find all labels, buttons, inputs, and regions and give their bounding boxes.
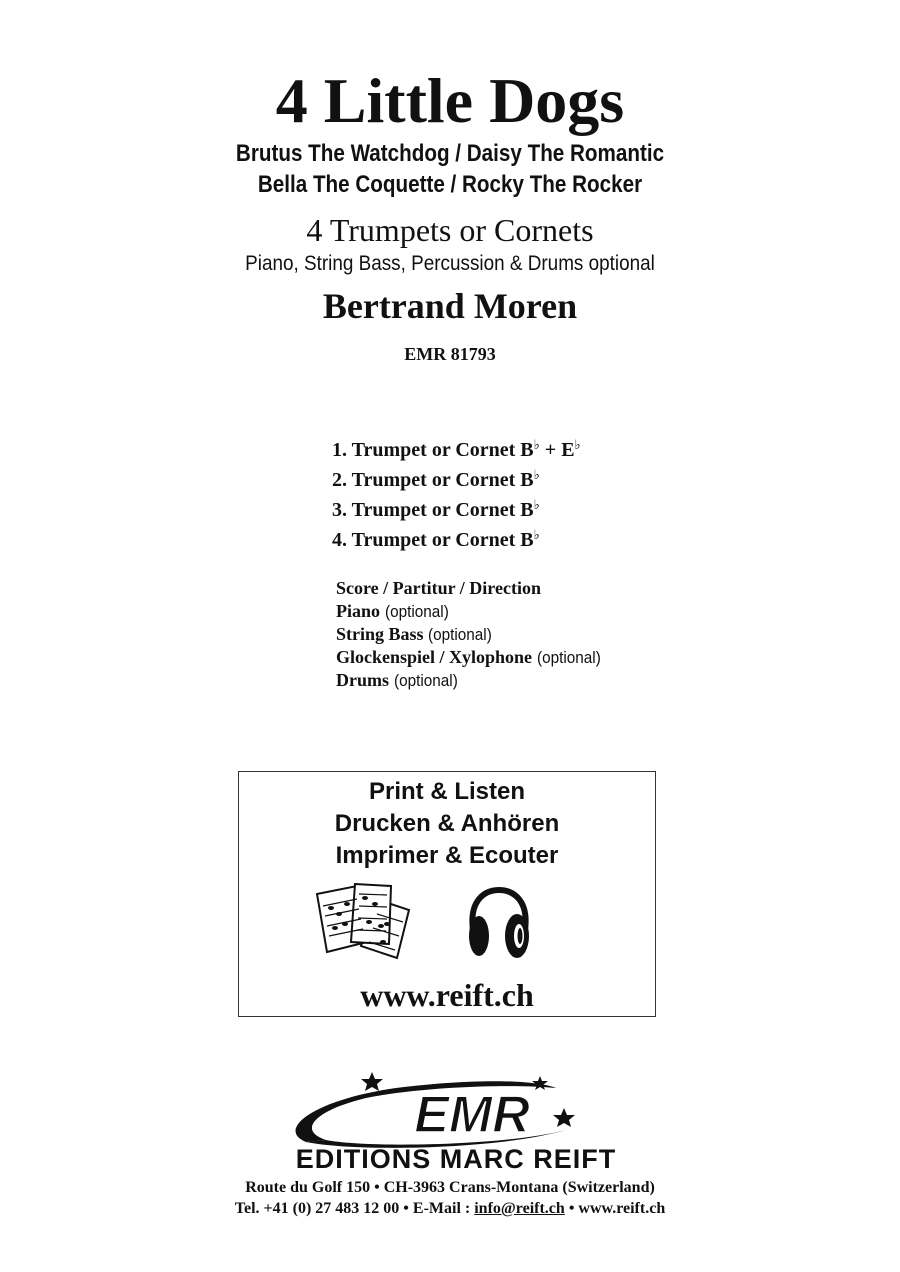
catalog-number: EMR 81793 [404, 344, 496, 364]
instrumentation: 4 Trumpets or Cornets [306, 212, 594, 248]
part-item: 1. Trumpet or Cornet B♭ + E♭ [332, 437, 581, 461]
logo-text: EMR [414, 1086, 530, 1144]
part-item: 2. Trumpet or Cornet B♭ [332, 467, 540, 491]
subtitle-line-2: Bella The Coquette / Rocky The Rocker [257, 171, 643, 198]
sheet-music-icon [311, 880, 423, 966]
part-item: 4. Trumpet or Cornet B♭ [332, 527, 540, 551]
composer: Bertrand Moren [322, 286, 578, 326]
extra-item: String Bass (optional) [336, 624, 492, 644]
print-listen-box [238, 771, 656, 1017]
subtitle-line-1: Brutus The Watchdog / Daisy The Romantic [235, 140, 665, 167]
emr-logo [236, 1070, 676, 1174]
optional-instruments: Piano, String Bass, Percussion & Drums optional [245, 252, 655, 275]
extra-item: Score / Partitur / Direction [336, 578, 541, 598]
promo-line-2: Drucken & Anhören [334, 810, 560, 837]
publisher-name: EDITIONS MARC REIFT [295, 1144, 617, 1174]
part-item: 3. Trumpet or Cornet B♭ [332, 497, 540, 521]
promo-line-3: Imprimer & Ecouter [335, 842, 559, 869]
extra-item: Drums (optional) [336, 670, 458, 690]
headphones-icon [465, 886, 533, 962]
extra-item: Piano (optional) [336, 601, 449, 621]
extra-item: Glockenspiel / Xylophone (optional) [336, 647, 601, 667]
publisher-address: Route du Golf 150 • CH-3963 Crans-Montana (Switzerland) [245, 1179, 655, 1196]
promo-url[interactable]: www.reift.ch [360, 977, 534, 1013]
promo-line-1: Print & Listen [368, 778, 525, 805]
publisher-contact: Tel. +41 (0) 27 483 12 00 • E-Mail : info@reift.ch • www.reift.ch [234, 1200, 666, 1217]
parts-list [332, 430, 581, 550]
extras-list [336, 577, 607, 692]
email-link[interactable]: info@reift.ch [474, 1200, 565, 1217]
page-title: 4 Little Dogs [275, 65, 625, 136]
